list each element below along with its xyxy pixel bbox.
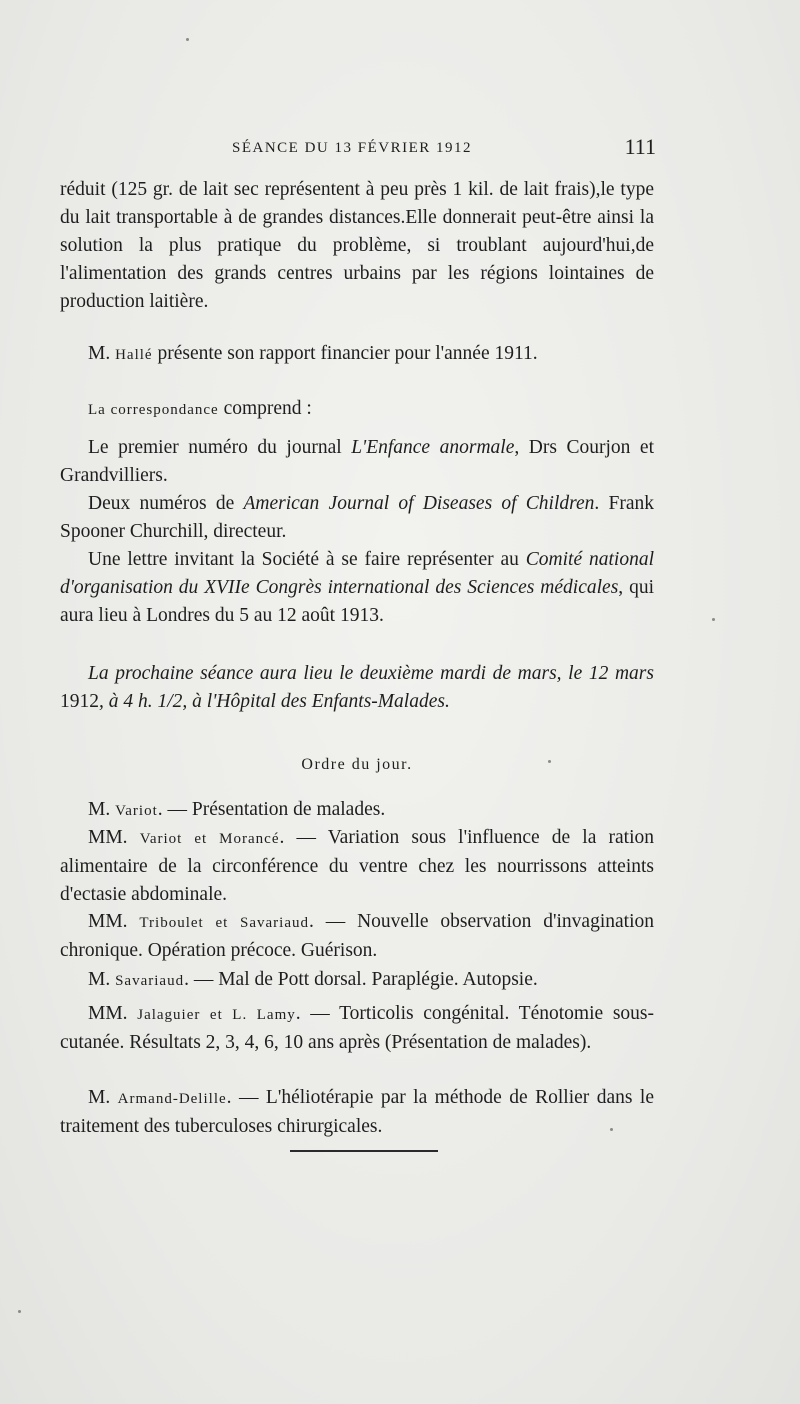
paper-speck	[186, 38, 189, 41]
agenda-item-2	[60, 824, 654, 909]
american-text2: . Frank Spooner Churchill, directeur.	[60, 493, 654, 542]
correspondance-lead: La correspondance	[88, 402, 219, 418]
comite-title: Comité national d'organisation du XVIIe Congrès international des Sciences médicales	[60, 549, 654, 598]
paper-speck	[18, 1310, 21, 1313]
enfance-text1: Le premier numéro du journal	[88, 437, 352, 458]
prefix: M.	[88, 343, 116, 364]
agenda-authors: Armand-Delille	[117, 1091, 227, 1107]
agenda-authors: Savariaud	[115, 973, 185, 989]
prefix: MM.	[88, 827, 140, 848]
paragraph-lait	[60, 176, 654, 316]
agenda-authors: Variot	[115, 803, 158, 819]
prefix: M.	[88, 799, 116, 820]
paragraph-american	[60, 490, 654, 546]
paragraph-enfance	[60, 434, 654, 490]
enfance-text2: , Drs Courjon et Grandvilliers.	[60, 437, 655, 486]
prefix: MM.	[88, 1003, 138, 1024]
paper-speck	[548, 760, 551, 763]
agenda-text: . — Variation sous l'influence de la ration alimentaire de la circonférence du ventre chez les nourrissons atteints d'ectasie abdominale.	[60, 827, 654, 905]
paper-speck	[610, 1128, 613, 1131]
journal-enfance: L'Enfance anormale	[351, 437, 515, 458]
page-number: 111	[624, 134, 656, 159]
agenda-text: . — Présentation de malades.	[157, 799, 386, 820]
agenda-item-3	[60, 908, 654, 965]
agenda-item-5	[60, 1000, 654, 1057]
prefix: M.	[88, 969, 116, 990]
agenda-authors: Variot et Morancé	[139, 831, 280, 847]
agenda-text: . — L'héliotérapie par la méthode de Rollier dans le traitement des tuberculoses chirurgicales.	[60, 1087, 654, 1137]
agenda-authors: Triboulet et Savariaud	[139, 915, 309, 931]
lettre-text1: Une lettre invitant la Société à se faire représenter au	[88, 549, 526, 570]
running-header	[226, 134, 656, 164]
agenda-item-4	[60, 966, 654, 995]
paragraph-prochaine	[60, 660, 654, 716]
agenda-item-6	[60, 1084, 654, 1141]
agenda-text: . — Mal de Pott dorsal. Paraplégie. Autopsie.	[184, 969, 538, 990]
prochaine-text1: La prochaine séance aura lieu le deuxième mardi de mars, le 12 mars	[88, 663, 654, 684]
paragraph-halle	[60, 340, 654, 369]
running-title: SÉANCE DU 13 FÉVRIER 1912	[232, 140, 473, 156]
paragraph-lettre	[60, 546, 654, 630]
journal-american: American Journal of Diseases of Children	[243, 493, 595, 514]
lettre-text2: , qui aura lieu à Londres du 5 au 12 août 1913.	[60, 577, 654, 626]
section-heading-ordre: Ordre du jour.	[301, 756, 413, 773]
prefix: M.	[88, 1087, 118, 1108]
prochaine-year: 1912	[60, 691, 99, 712]
prochaine-text2: , à 4 h. 1/2, à l'Hôpital des Enfants-Malades.	[99, 691, 450, 712]
agenda-text: . — Torticolis congénital. Ténotomie sous-cutanée. Résultats 2, 3, 4, 6, 10 ans après (Présentation de malades).	[60, 1003, 654, 1053]
agenda-item-1	[60, 796, 654, 825]
closing-rule	[290, 1150, 438, 1152]
prefix: MM.	[88, 911, 140, 932]
paper-speck	[712, 618, 715, 621]
agenda-authors: Jalaguier et L. Lamy	[137, 1007, 296, 1023]
author-halle: Hallé	[115, 347, 153, 363]
american-text1: Deux numéros de	[88, 493, 244, 514]
correspondance-text: comprend :	[218, 398, 312, 419]
agenda-text: . — Nouvelle observation d'invagination chronique. Opération précoce. Guérison.	[60, 911, 654, 961]
halle-text: présente son rapport financier pour l'année 1911.	[152, 343, 538, 364]
paragraph-correspondance	[60, 395, 654, 424]
paragraph-lait-text: réduit (125 gr. de lait sec représentent à peu près 1 kil. de lait frais),le type du lait transportable à de grandes distances.Elle donnerait peut-être ainsi la solution la plus pratique du problème, si troublant aujourd'hui,de l'alimentation des grands centres urbains par les régions lointaines de production laitière.	[60, 179, 654, 312]
